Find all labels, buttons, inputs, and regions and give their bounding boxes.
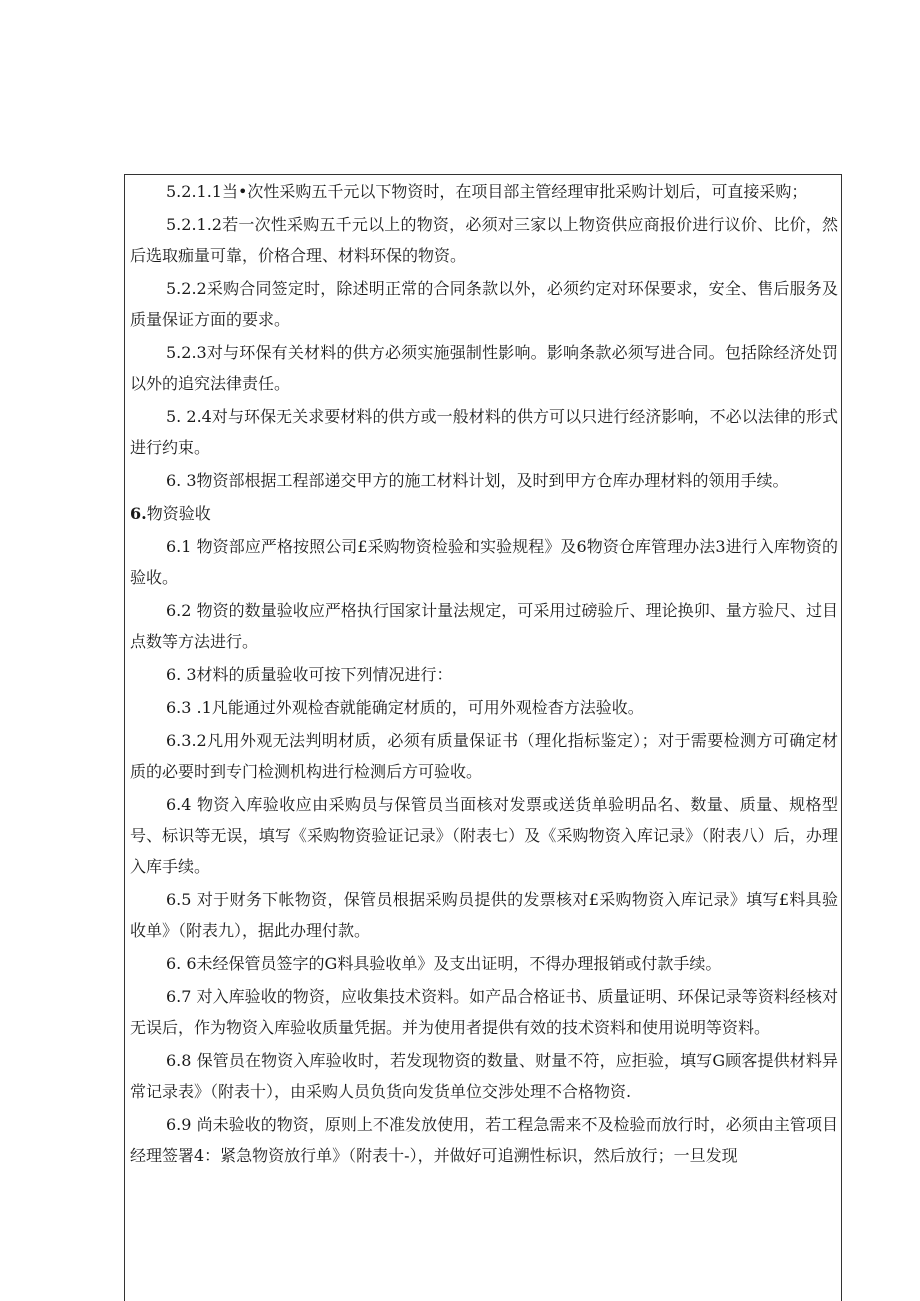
paragraph-6-5: 6.5 对于财务下帐物资，保管员根据采购员提供的发票核对£采购物资入库记录》填写£料具验收单》（附表九），据此办理付款。 [130,890,838,940]
paragraph-6-3: 6. 3材料的质量验收可按下列情况进行： [166,665,453,684]
paragraph-6-1: 6.1 物资部应严格按照公司£采购物资检验和实验规程》及6物资仓库管理办法3进行入库物资的验收。 [130,537,838,587]
document-body [130,176,838,1173]
paragraph-6-3-1: 6.3 .1凡能通过外观检杳就能确定材质的，可用外观检杳方法验收。 [166,698,644,717]
paragraph-6-8: 6.8 保管员在物资入库验收时，若发现物资的数量、财量不符，应拒验，填写G顾客提供材料异常记录表》（附表十），由采购人员负货向发货单位交涉处理不合格物资. [130,1051,838,1101]
paragraph-5-2-1-1: 5.2.1.1当•次性采购五千元以下物资时，在项目部主管经理审批采购计划后，可直接采购； [166,182,808,201]
section-number: 6. [130,504,147,523]
paragraph-5-2-2: 5.2.2采购合同签定时，除述明正常的合同条款以外，必须约定对环保要求，安全、售后服务及质量保证方面的要求。 [130,279,838,329]
paragraph-6-3-procurement: 6. 3物资部根据工程部递交甲方的施工材料计划，及时到甲方仓库办理材料的领用手续。 [166,471,789,490]
paragraph-6-9: 6.9 尚未验收的物资，原则上不准发放使用，若工程急需来不及检验而放行时，必须由主管项目经理签署4：紧急物资放行单》（附表十-），并做好可追溯性标识，然后放行；一旦发现 [130,1115,838,1165]
paragraph-5-2-3: 5.2.3对与环保有关材料的供方必须实施强制性影响。影响条款必须写进合同。包括除经济处罚以外的追究法律责任。 [130,343,838,393]
section-title: 物资验收 [146,504,211,523]
paragraph-6-6: 6. 6未经保管员签字的G料具验收单》及支出证明，不得办理报销或付款手续。 [166,954,722,973]
paragraph-6-7: 6.7 对入库验收的物资，应收集技术资料。如产品合格证书、质量证明、环保记录等资料经核对无误后，作为物资入库验收质量凭据。并为使用者提供有效的技术资料和使用说明等资料。 [130,987,838,1037]
section-heading [130,498,838,529]
paragraph-6-2: 6.2 物资的数量验收应严格执行国家计量法规定，可采用过磅验斤、理论换卯、量方验尺、过目点数等方法进行。 [130,601,838,651]
paragraph-5-2-1-2: 5.2.1.2若一次性采购五千元以上的物资，必须对三家以上物资供应商报价进行议价、比价，然后选取痂量可靠，价格合理、材料环保的物资。 [130,215,838,265]
paragraph-5-2-4: 5. 2.4对与环保无关求要材料的供方或一般材料的供方可以只进行经济影响，不必以法律的形式进行约束。 [130,407,838,457]
paragraph-6-3-2: 6.3.2凡用外观无法判明材质，必须有质量保证书（理化指标鉴定）；对于需要检测方可确定材质的必要时到专门检测机构进行检测后方可验收。 [130,731,838,781]
paragraph-6-4: 6.4 物资入库验收应由采购员与保管员当面核对发票或送货单验明品名、数量、质量、规格型号、标识等无误，填写《采购物资验证记录》（附表七）及《采购物资入库记录》（附表八）后，办理入库手续。 [130,795,838,876]
